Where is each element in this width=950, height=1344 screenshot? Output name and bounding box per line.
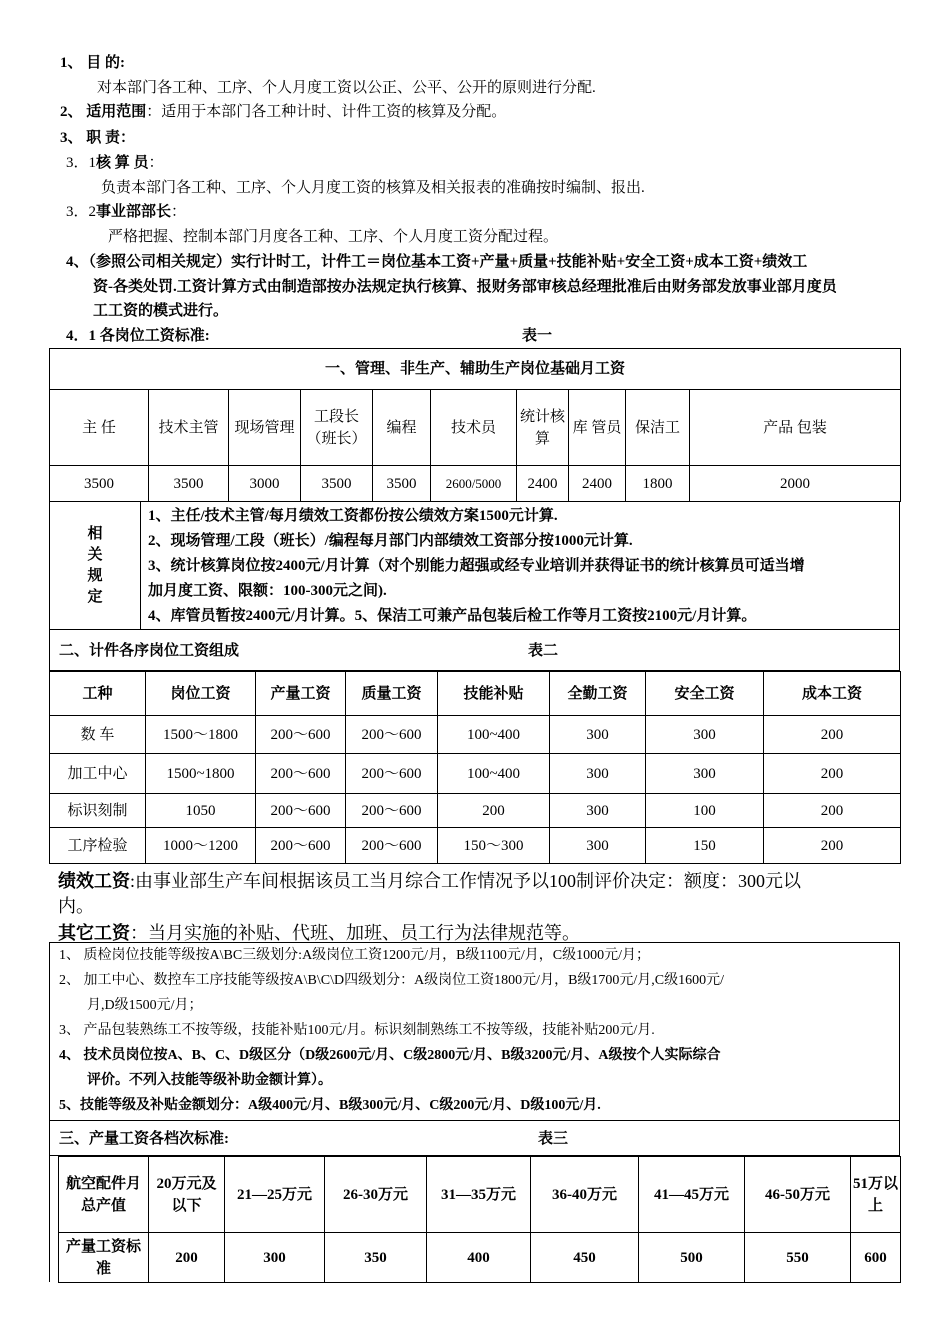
section-3-2-num: 3．2 — [66, 204, 97, 220]
section-3-2 — [66, 201, 186, 223]
note-item: 月,D级1500元/月； — [87, 998, 203, 1013]
related-rules-notes — [148, 504, 805, 629]
section-2-text: ：适用于本部门各工种计时、计件工资的核算及分配。 — [146, 104, 507, 120]
table-1-header: 统计核算 — [517, 390, 569, 466]
table-3-cell: 350 — [325, 1233, 427, 1283]
table-row — [59, 1157, 901, 1233]
table-row — [50, 794, 901, 828]
section-1-title: 1、 目 的: — [60, 55, 125, 71]
table-row — [59, 1233, 901, 1283]
table-2 — [49, 671, 901, 864]
table-3-cell: 51万以上 — [851, 1157, 901, 1233]
table-3 — [58, 1156, 901, 1283]
section-3-1-num: 3．1 — [66, 155, 97, 171]
table-2-cell: 1050 — [146, 794, 256, 828]
table-2-cell: 100~400 — [438, 716, 550, 754]
table-2-cell: 300 — [550, 828, 646, 864]
table-1-value: 3500 — [50, 466, 149, 502]
table-2-cell: 200～600 — [256, 716, 346, 754]
rule-item: 加月度工资、限额：100-300元之间). — [148, 583, 387, 599]
table-2-header: 质量工资 — [346, 672, 438, 716]
table-row — [50, 716, 901, 754]
table-1 — [49, 348, 901, 502]
table-2-cell: 工序检验 — [50, 828, 146, 864]
note-item: 2、 加工中心、数控车工序技能等级按A\B\C\D四级划分：A级岗位工资1800元/月，B级1700元/月,C级1600元/ — [59, 973, 725, 988]
table-2-cell: 200 — [764, 794, 901, 828]
table-2-label: 表二 — [528, 643, 559, 659]
table-1-value: 2000 — [690, 466, 901, 502]
table-3-cell: 31—35万元 — [427, 1157, 531, 1233]
table-1-header: 产品 包装 — [690, 390, 901, 466]
table-2-cell: 200～600 — [256, 794, 346, 828]
table-1-header: 保洁工 — [626, 390, 690, 466]
colon: ： — [148, 155, 164, 171]
table-2-cell: 300 — [550, 716, 646, 754]
table-1-value: 3500 — [373, 466, 431, 502]
table-2-cell: 加工中心 — [50, 754, 146, 794]
table-1-value: 3500 — [149, 466, 229, 502]
table-2-cell: 1000～1200 — [146, 828, 256, 864]
table-3-cell: 400 — [427, 1233, 531, 1283]
table-2-cell: 150～300 — [438, 828, 550, 864]
table-2-cell: 标识刻制 — [50, 794, 146, 828]
colon: ： — [171, 204, 187, 220]
table-3-cell: 46-50万元 — [745, 1157, 851, 1233]
table-2-title: 二、计件各序岗位工资组成 — [59, 643, 240, 659]
table-2-cell: 100~400 — [438, 754, 550, 794]
skill-level-notes-list — [59, 943, 724, 1118]
table-3-row-label: 产量工资标 准 — [59, 1233, 149, 1283]
table-1-header: 现场管理 — [229, 390, 301, 466]
table-2-cell: 300 — [646, 754, 764, 794]
section-3-2-text: 严格把握、控制本部门月度各工种、工序、个人月度工资分配过程。 — [108, 229, 559, 245]
section-3-2-title: 事业部部长 — [96, 204, 172, 220]
table-2-header: 安全工资 — [646, 672, 764, 716]
table-2-header: 技能补贴 — [438, 672, 550, 716]
table-3-title-row — [49, 1120, 900, 1156]
table-3-title: 三、产量工资各档次标准: — [59, 1131, 229, 1147]
table-2-cell: 150 — [646, 828, 764, 864]
table-1-label: 表一 — [522, 328, 553, 344]
table-1-header: 技术主管 — [149, 390, 229, 466]
table-2-cell: 200～600 — [346, 716, 438, 754]
section-4-line-1: 4、（参照公司相关规定）实行计时工，计件工＝岗位基本工资+产量+质量+技能补贴+安全工资+成本工资+绩效工 — [66, 254, 808, 270]
section-4-line-2: 资-各类处罚.工资计算方式由制造部按办法规定执行核算、报财务部审核总经理批准后由财务部发放事业部月度员 — [93, 279, 837, 295]
section-4-1: 4．1 各岗位工资标准: — [66, 328, 210, 344]
table-3-label: 表三 — [538, 1131, 569, 1147]
table-2-cell: 100 — [646, 794, 764, 828]
section-2 — [60, 101, 506, 123]
note-item: 1、 质检岗位技能等级按A\BC三级划分:A级岗位工资1200元/月，B级1100元/月，C级1000元/月； — [59, 948, 650, 963]
table-3-cell: 600 — [851, 1233, 901, 1283]
section-4-line-3: 工工资的模式进行。 — [93, 303, 229, 319]
table-3-cell: 200 — [149, 1233, 225, 1283]
table-2-cell: 200 — [764, 716, 901, 754]
table-2-cell: 1500~1800 — [146, 754, 256, 794]
table-2-cell: 200 — [438, 794, 550, 828]
note-item: 评价。不列入技能等级补助金额计算）。 — [87, 1073, 332, 1088]
table-2-cell: 200～600 — [346, 828, 438, 864]
table-1-value: 2600/5000 — [431, 466, 517, 502]
table-2-cell: 200～600 — [256, 754, 346, 794]
section-3-title: 3、 职 责： — [60, 130, 136, 146]
related-rules-label — [50, 502, 141, 629]
rule-item: 3、统计核算岗位按2400元/月计算（对个别能力超强或经专业培训并获得证书的统计核算员可适当增 — [148, 558, 805, 574]
rule-item: 2、现场管理/工段（班长）/编程每月部门内部绩效工资部分按1000元计算. — [148, 533, 633, 549]
table-2-cell: 300 — [550, 794, 646, 828]
table-1-header: 主 任 — [50, 390, 149, 466]
table-3-cell: 450 — [531, 1233, 639, 1283]
table-3-cell: 41—45万元 — [639, 1157, 745, 1233]
performance-wage-text-2: 内。 — [58, 896, 94, 916]
table-2-header: 岗位工资 — [146, 672, 256, 716]
other-wage-text: ：当月实施的补贴、代班、加班、员工行为法律规范等。 — [130, 923, 580, 943]
table-3-left-rule — [49, 1156, 50, 1282]
table-1-title: 一、管理、非生产、辅助生产岗位基础月工资 — [50, 349, 901, 390]
related-rules-box — [49, 501, 900, 630]
table-2-cell: 1500～1800 — [146, 716, 256, 754]
table-3-cell: 500 — [639, 1233, 745, 1283]
table-2-title-row — [49, 629, 900, 671]
table-1-header: 编程 — [373, 390, 431, 466]
performance-wage-text: :由事业部生产车间根据该员工当月综合工作情况予以100制评价决定：额度：300元以 — [130, 871, 801, 891]
section-3-1-title: 核 算 员 — [96, 155, 149, 171]
note-item: 3、 产品包装熟练工不按等级，技能补贴100元/月。标识刻制熟练工不按等级，技能补贴200元/月. — [59, 1023, 655, 1038]
table-2-header: 产量工资 — [256, 672, 346, 716]
section-1-text: 对本部门各工种、工序、个人月度工资以公正、公平、公开的原则进行分配. — [97, 80, 596, 96]
rule-item: 1、主任/技术主管/每月绩效工资都份按公绩效方案1500元计算. — [148, 508, 558, 524]
table-row — [50, 754, 901, 794]
table-1-value: 2400 — [517, 466, 569, 502]
table-1-value: 3000 — [229, 466, 301, 502]
table-3-cell: 20万元及以下 — [149, 1157, 225, 1233]
section-3-1 — [66, 152, 164, 174]
table-1-header: 技术员 — [431, 390, 517, 466]
table-1-header: 工段长（班长） — [301, 390, 373, 466]
skill-level-notes — [49, 942, 900, 1120]
table-3-row-label: 航空配件月总产值 — [59, 1157, 149, 1233]
table-2-header: 成本工资 — [764, 672, 901, 716]
table-1-value: 3500 — [301, 466, 373, 502]
table-1-value: 2400 — [569, 466, 626, 502]
note-item: 4、 技术员岗位按A、B、C、D级区分（D级2600元/月、C级2800元/月、B级3200元/月、A级按个人实际综合 — [59, 1048, 721, 1063]
table-2-cell: 200～600 — [346, 794, 438, 828]
table-2-cell: 200～600 — [256, 828, 346, 864]
table-2-header: 全勤工资 — [550, 672, 646, 716]
other-wage-label: 其它工资 — [58, 923, 130, 943]
table-3-cell: 550 — [745, 1233, 851, 1283]
table-3-cell: 21—25万元 — [225, 1157, 325, 1233]
table-3-cell: 36-40万元 — [531, 1157, 639, 1233]
table-3-cell: 26-30万元 — [325, 1157, 427, 1233]
table-1-value: 1800 — [626, 466, 690, 502]
rule-item: 4、库管员暂按2400元/月计算。5、保洁工可兼产品包装后检工作等月工资按2100元/月计算。 — [148, 608, 757, 624]
table-row — [50, 828, 901, 864]
section-2-title: 2、 适用范围 — [60, 104, 147, 120]
table-1-header: 库 管员 — [569, 390, 626, 466]
table-2-cell: 数 车 — [50, 716, 146, 754]
table-2-cell: 300 — [550, 754, 646, 794]
section-1 — [60, 52, 125, 74]
table-2-cell: 200 — [764, 828, 901, 864]
table-2-header: 工种 — [50, 672, 146, 716]
table-2-header-row — [50, 672, 901, 716]
related-rules-label-text: 相关规定 — [87, 525, 103, 605]
performance-wage — [58, 869, 888, 946]
table-2-cell: 200～600 — [346, 754, 438, 794]
note-item: 5、技能等级及补贴金额划分：A级400元/月、B级300元/月、C级200元/月、D级100元/月. — [59, 1098, 601, 1113]
section-3-1-text: 负责本部门各工种、工序、个人月度工资的核算及相关报表的准确按时编制、报出. — [101, 180, 645, 196]
performance-wage-label: 绩效工资 — [58, 871, 130, 891]
table-3-cell: 300 — [225, 1233, 325, 1283]
table-2-cell: 200 — [764, 754, 901, 794]
table-2-cell: 300 — [646, 716, 764, 754]
